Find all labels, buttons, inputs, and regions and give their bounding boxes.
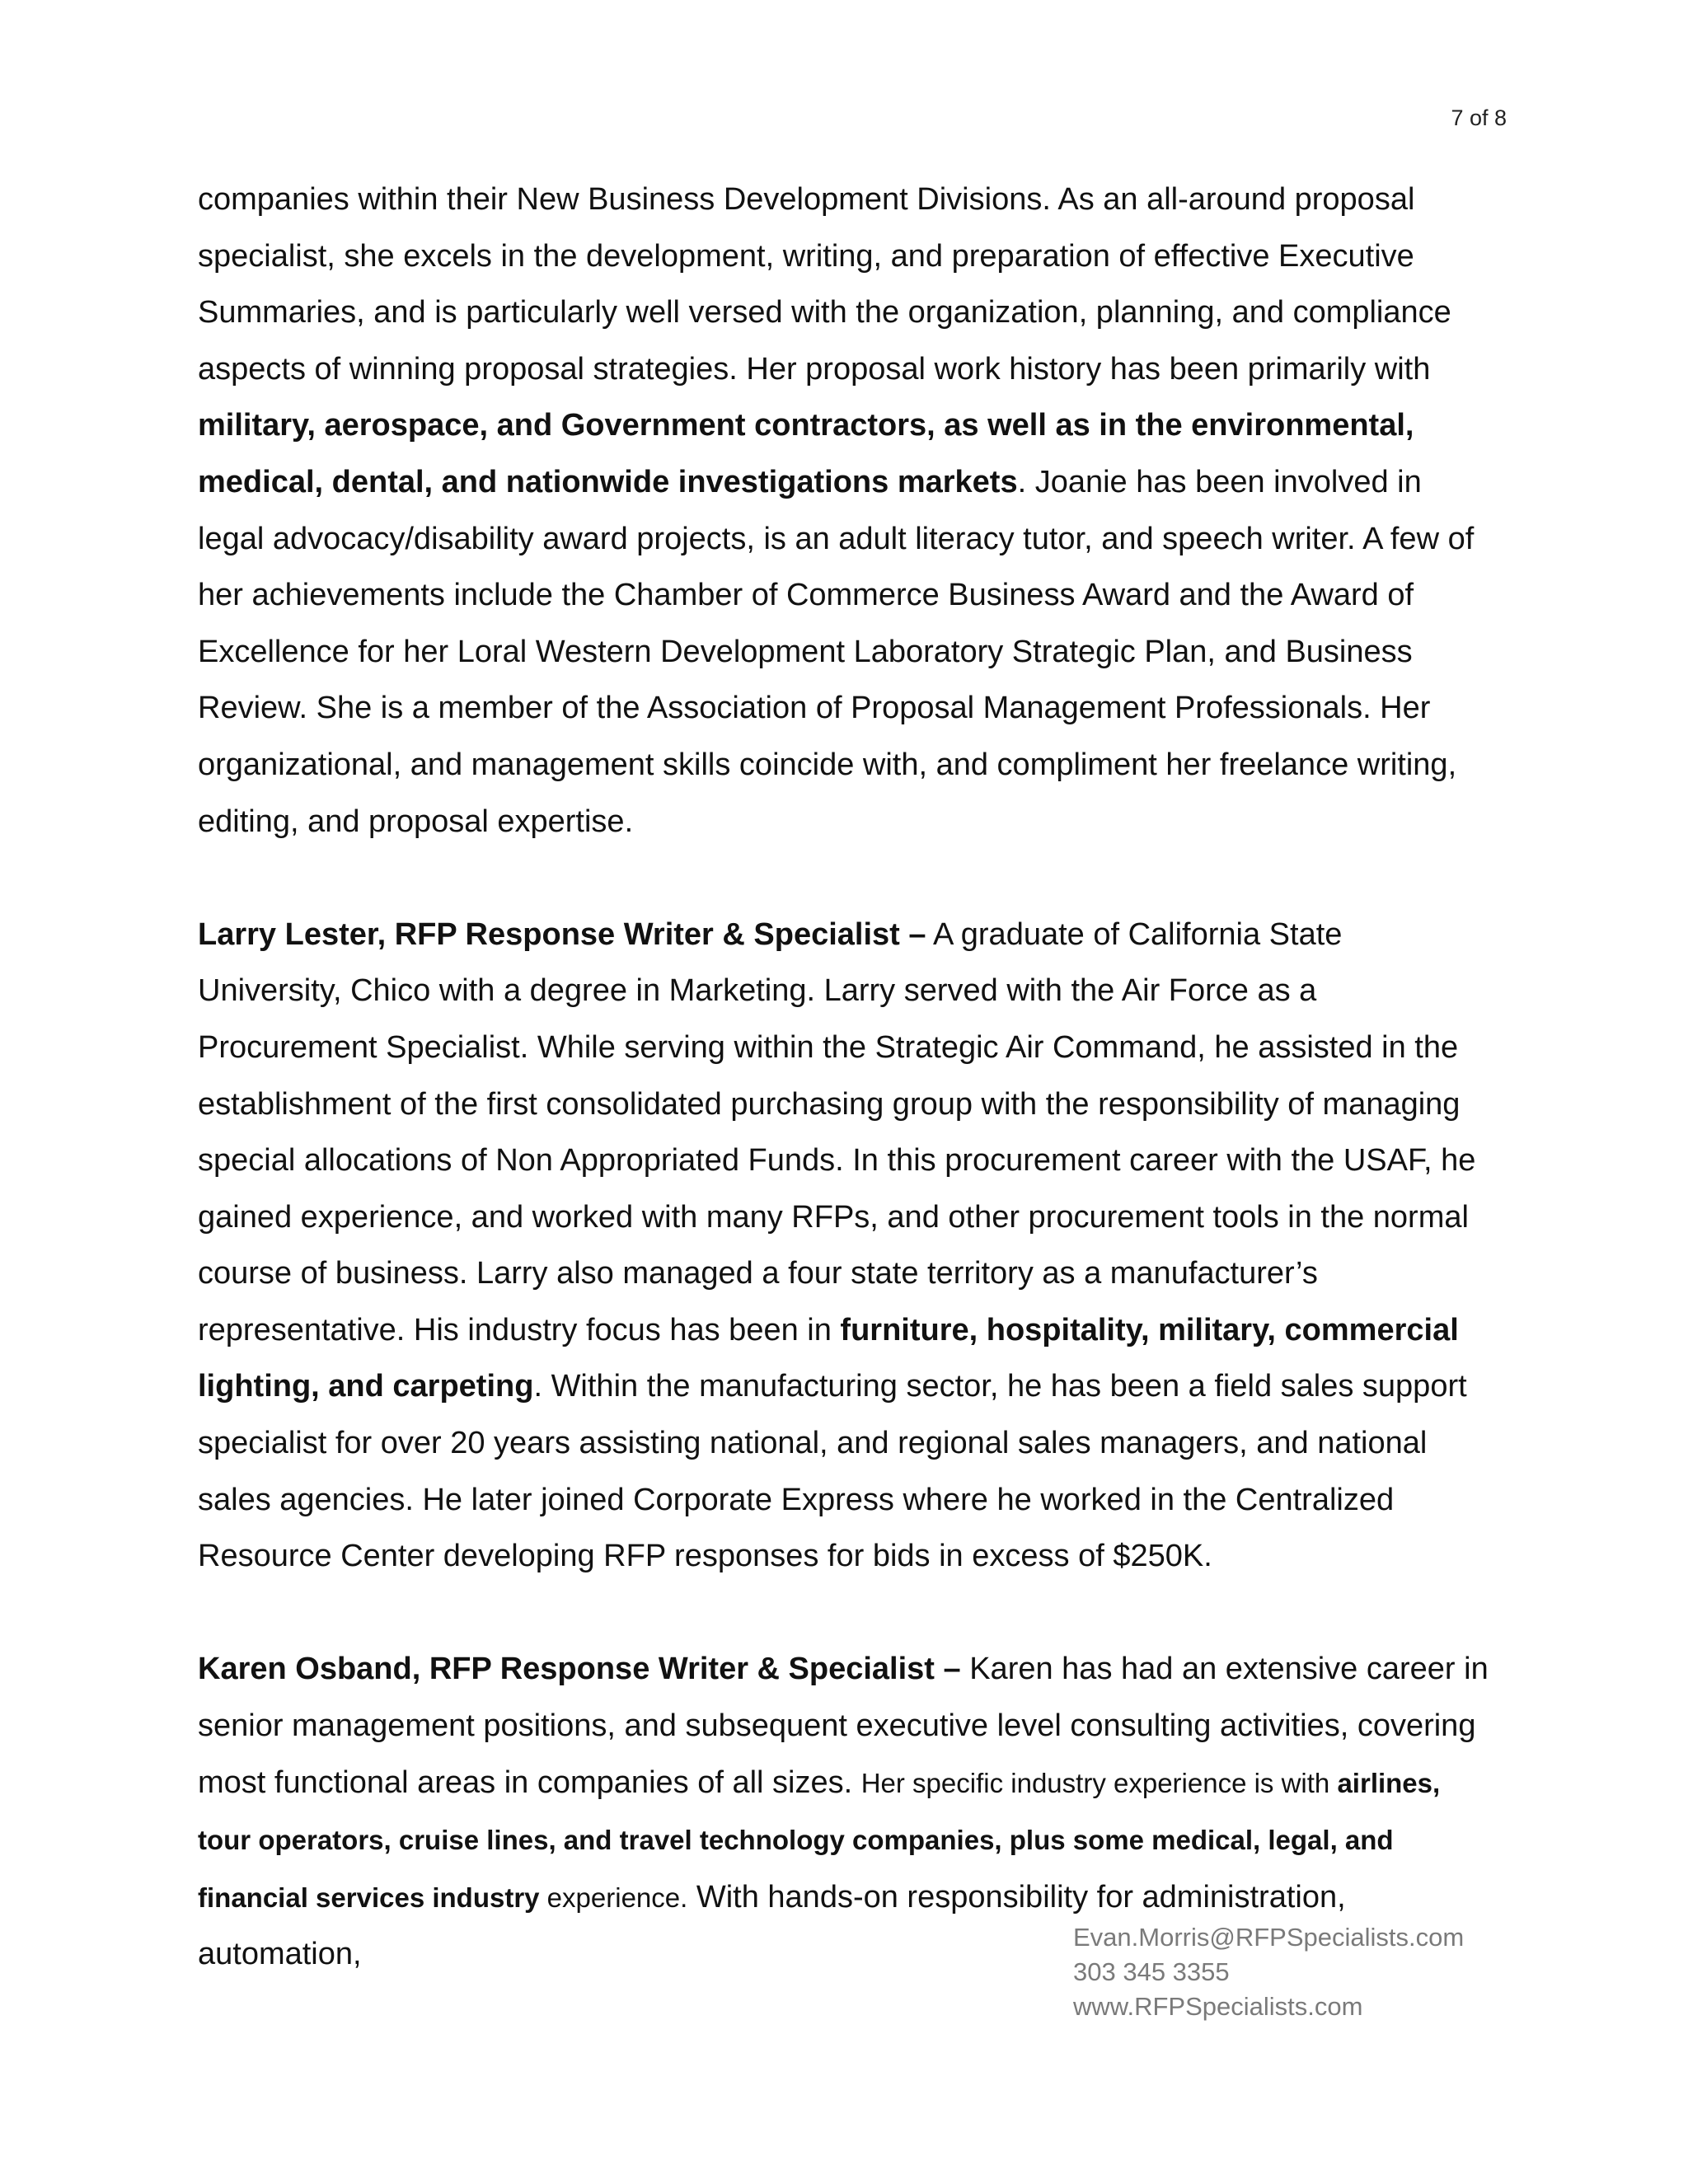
industry-focus-bold: military, aerospace, and Government contractors, as well as in the environmental, medical, dental, and nationwide investigations markets (198, 408, 1414, 499)
bio-heading-larry-lester: Larry Lester, RFP Response Writer & Specialist – (198, 916, 926, 952)
paragraph-larry-lester (198, 907, 1492, 1585)
footer-website: www.RFPSpecialists.com (1073, 1992, 1363, 2021)
footer-phone: 303 345 3355 (1073, 1957, 1230, 1986)
contact-footer (1073, 1920, 1464, 2024)
footer-email: Evan.Morris@RFPSpecialists.com (1073, 1923, 1465, 1952)
bio-heading-karen-osband: Karen Osband, RFP Response Writer & Specialist – (198, 1652, 961, 1687)
page-number: 7 of 8 (1451, 105, 1507, 130)
document-body (198, 171, 1492, 1983)
industry-focus-bold: furniture, hospitality, military, commercial lighting, and carpeting (198, 1312, 1459, 1404)
paragraph-text-small: experience. (539, 1882, 688, 1913)
paragraph-text: . Within the manufacturing sector, he has been a field sales support specialist for over 20 years assisting national, and regional sales managers, and national sales agencies. He later joined Corporate Express where he worked in the Centralized Resource Center developing RFP responses for bids in excess of $250K. (198, 1369, 1467, 1574)
paragraph-text: Karen has had an extensive career in senior management positions, and subsequent executive level consulting activities, covering most functional areas in companies of all sizes. (198, 1652, 1489, 1800)
paragraph-text: With hands-on responsibility for administration, automation, (198, 1879, 1346, 1972)
paragraph-text-small: Her specific industry experience is with (860, 1767, 1338, 1798)
paragraph-text: . Joanie has been involved in legal advocacy/disability award projects, is an adult literacy tutor, and speech writer. A few of her achievements include the Chamber of Commerce Business Award and the Award of Excellence for her Loral Western Development Laboratory Strategic Plan, and Business Review. She is a member of the Association of Proposal Management Professionals. Her organizational, and management skills coincide with, and compliment her freelance writing, editing, and proposal expertise. (198, 464, 1475, 839)
paragraph-text: A graduate of California State University, Chico with a degree in Marketing. Larry served with the Air Force as a Procurement Specialist. While serving within the Strategic Air Command, he assisted in the establishment of the first consolidated purchasing group with the responsibility of managing special allocations of Non Appropriated Funds. In this procurement career with the USAF, he gained experience, and worked with many RFPs, and other procurement tools in the normal course of business. Larry also managed a four state territory as a manufacturer’s representative. His industry focus has been in (198, 916, 1476, 1347)
industry-focus-bold: airlines, tour operators, cruise lines, and travel technology companies, plus some medical, legal, and financial services industry (198, 1767, 1441, 1913)
paragraph-joanie (198, 171, 1492, 850)
paragraph-text: companies within their New Business Development Divisions. As an all-around proposal specialist, she excels in the development, writing, and preparation of effective Executive Summaries, and is particularly well versed with the organization, planning, and compliance aspects of winning proposal strategies. Her proposal work history has been primarily with (198, 182, 1451, 387)
